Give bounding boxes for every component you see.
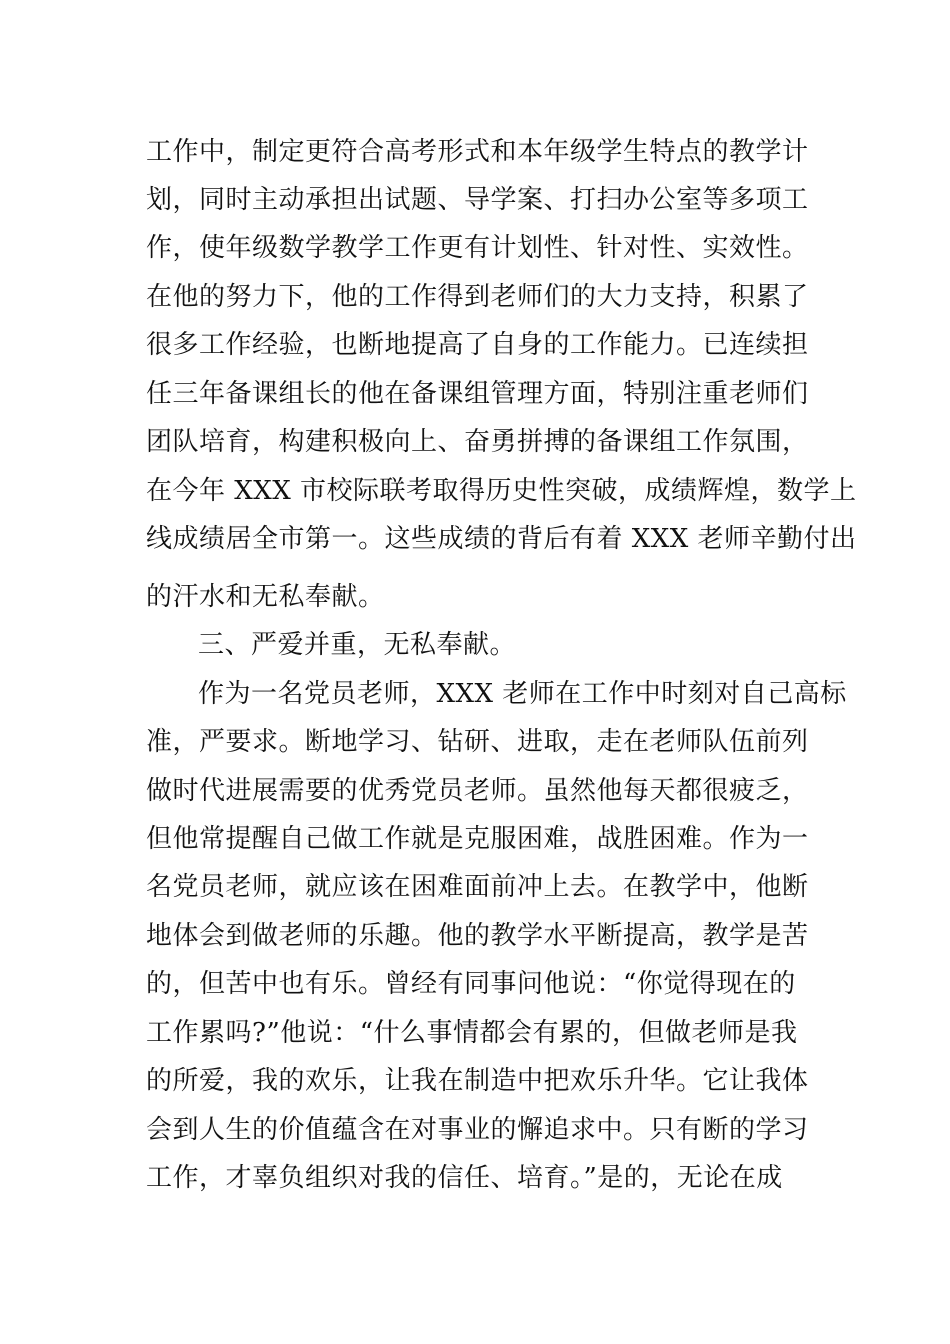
text-line: 作，使年级数学教学工作更有计划性、针对性、实效性。 [146, 233, 809, 263]
text-line: 在他的努力下，他的工作得到老师们的大力支持，积累了 [146, 282, 809, 312]
section-heading: 三、严爱并重，无私奉献。 [198, 630, 517, 660]
text-line: 在今年 XXX 市校际联考取得历史性突破，成绩辉煌，数学上 [146, 476, 857, 506]
text-line: 任三年备课组长的他在备课组管理方面，特别注重老师们 [146, 379, 809, 409]
text-line: 准，严要求。断地学习、钻研、进取，走在老师队伍前列 [146, 727, 809, 757]
text-line: 很多工作经验，也断地提高了自身的工作能力。已连续担 [146, 330, 809, 360]
text-line: 的汗水和无私奉献。 [146, 582, 385, 612]
text-line: 但他常提醒自己做工作就是克服困难，战胜困难。作为一 [146, 824, 809, 854]
text-line: 线成绩居全市第一。这些成绩的背后有着 XXX 老师辛勤付出 [146, 524, 857, 554]
text-line: 工作，才辜负组织对我的信任、培育。”是的，无论在成 [146, 1163, 783, 1193]
text-line: 做时代进展需要的优秀党员老师。虽然他每天都很疲乏， [146, 776, 809, 806]
text-line: 团队培育，构建积极向上、奋勇拼搏的备课组工作氛围， [146, 427, 809, 457]
text-line: 划，同时主动承担出试题、导学案、打扫办公室等多项工 [146, 185, 809, 215]
paragraph-first-line: 作为一名党员老师，XXX 老师在工作中时刻对自己高标 [198, 679, 847, 709]
text-line: 工作中，制定更符合高考形式和本年级学生特点的教学计 [146, 137, 809, 167]
text-line: 工作累吗?”他说：“什么事情都会有累的，但做老师是我 [146, 1018, 798, 1048]
text-line: 地体会到做老师的乐趣。他的教学水平断提高，教学是苦 [146, 921, 809, 951]
text-line: 名党员老师，就应该在困难面前冲上去。在教学中，他断 [146, 872, 809, 902]
text-line: 会到人生的价值蕴含在对事业的懈追求中。只有断的学习 [146, 1115, 809, 1145]
text-line: 的所爱，我的欢乐，让我在制造中把欢乐升华。它让我体 [146, 1066, 809, 1096]
text-line: 的，但苦中也有乐。曾经有同事问他说：“你觉得现在的 [146, 969, 796, 999]
